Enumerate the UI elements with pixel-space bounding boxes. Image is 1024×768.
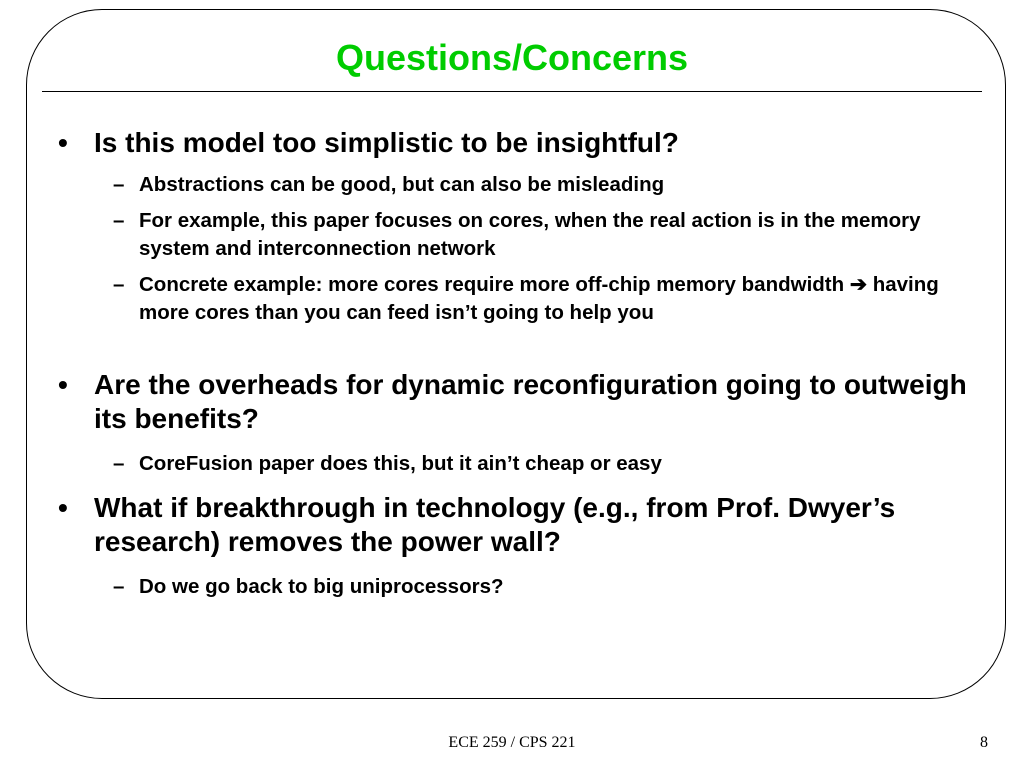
sub-bullet-text: For example, this paper focuses on cores, when the real action is in the memory system and interconnection network (139, 209, 921, 260)
sub-bullet-text: Abstractions can be good, but can also be misleading (139, 173, 665, 196)
bullet-icon: • (58, 492, 68, 523)
sub-bullet-item (113, 573, 973, 601)
sub-bullet-text-part: Concrete example: more cores require more off-chip memory bandwidth (139, 273, 845, 296)
bullet-icon: • (58, 127, 68, 158)
bullet-text: What if breakthrough in technology (e.g., from Prof. Dwyer’s research) removes the power wall? (94, 492, 896, 557)
arrow-right-icon: ➔ (849, 273, 868, 296)
bullet-text: Are the overheads for dynamic reconfiguration going to outweigh its benefits? (94, 369, 967, 434)
dash-icon: – (113, 209, 125, 232)
bullet-icon: • (58, 369, 68, 400)
sub-bullet-item (113, 171, 973, 199)
sub-bullet-item (113, 450, 973, 478)
dash-icon: – (113, 575, 125, 598)
dash-icon: – (113, 452, 125, 475)
sub-bullet-text (139, 271, 973, 327)
sub-bullet-item (113, 271, 973, 327)
sub-bullet-item (113, 207, 973, 263)
dash-icon: – (113, 173, 125, 196)
bullet-item (58, 126, 978, 160)
footer-course: ECE 259 / CPS 221 (448, 734, 576, 751)
sub-bullet-text-part: having more cores than you can feed isn’t going to help you (139, 273, 939, 324)
bullet-text: Is this model too simplistic to be insightful? (94, 127, 679, 158)
dash-icon: – (113, 273, 125, 296)
sub-bullet-text: CoreFusion paper does this, but it ain’t cheap or easy (139, 452, 662, 475)
sub-bullet-text: Do we go back to big uniprocessors? (139, 575, 504, 598)
footer-page-number: 8 (980, 734, 988, 751)
bullet-item (58, 491, 978, 559)
slide-title: Questions/Concerns (335, 37, 689, 78)
bullet-item (58, 368, 978, 436)
